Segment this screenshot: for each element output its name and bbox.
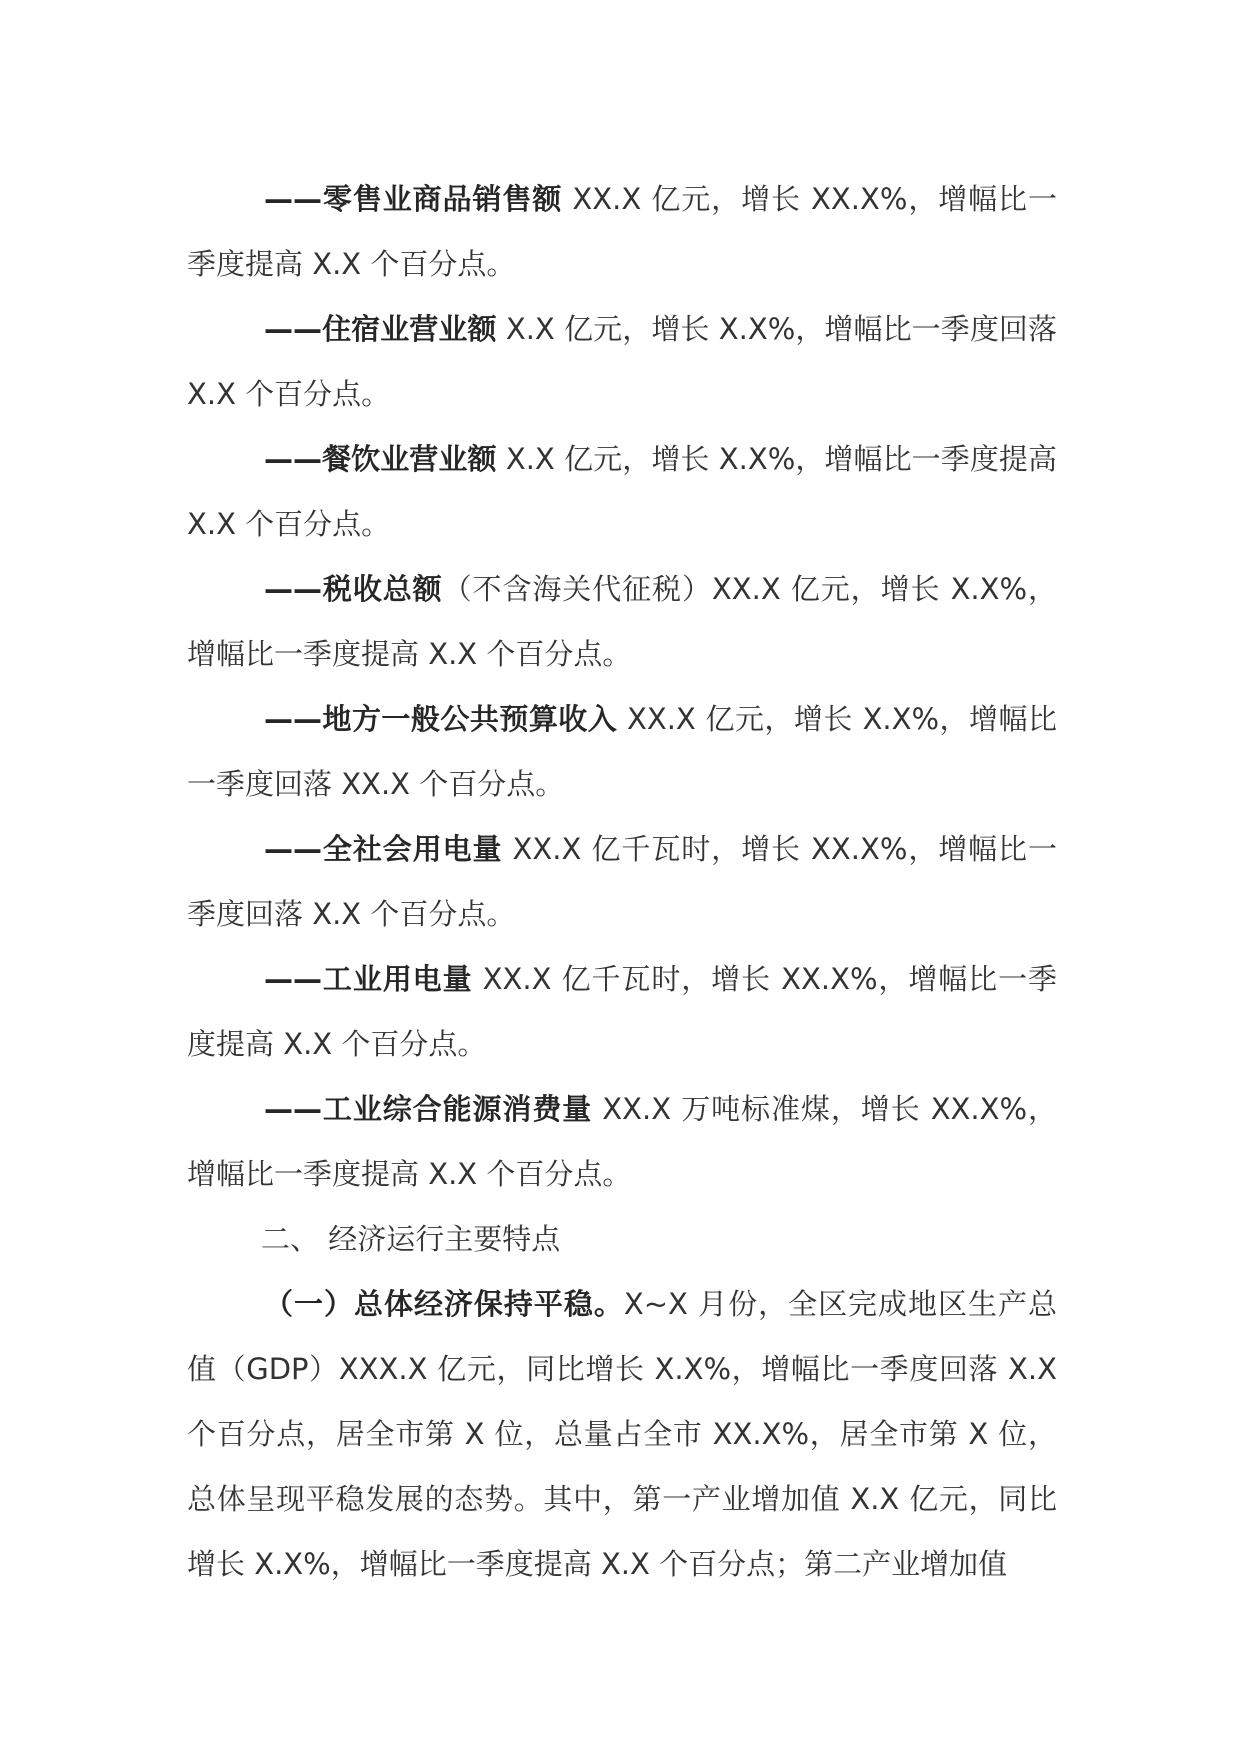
section-paragraph [187, 1272, 1057, 1597]
indicator-lead: ——地方一般公共预算收入 [264, 702, 618, 736]
indicator-total-electricity [187, 817, 1057, 947]
indicator-lead: ——住宿业营业额 [264, 312, 497, 346]
indicator-text: XX.X 亿千瓦时，增长 XX.X%，增幅比一季度回落 X.X 个百分点。 [187, 832, 1057, 931]
section-paragraph-lead: （一）总体经济保持平稳。 [264, 1287, 624, 1321]
indicator-industrial-electricity [187, 947, 1057, 1077]
indicator-lead: ——餐饮业营业额 [264, 442, 497, 476]
indicator-total-tax [187, 557, 1057, 687]
indicator-text: （不含海关代征税）XX.X 亿元，增长 X.X%，增幅比一季度提高 X.X 个百分点。 [187, 572, 1057, 671]
indicator-accommodation-revenue [187, 297, 1057, 427]
indicator-lead: ——全社会用电量 [264, 832, 503, 866]
indicator-text: X.X 亿元，增长 X.X%，增幅比一季度回落 X.X 个百分点。 [187, 312, 1057, 411]
indicator-text: X.X 亿元，增长 X.X%，增幅比一季度提高 X.X 个百分点。 [187, 442, 1057, 541]
indicator-catering-revenue [187, 427, 1057, 557]
indicator-text: XX.X 亿千瓦时，增长 XX.X%，增幅比一季度提高 X.X 个百分点。 [187, 962, 1057, 1061]
indicator-industrial-energy [187, 1077, 1057, 1207]
indicator-lead: ——工业综合能源消费量 [264, 1092, 593, 1126]
indicator-text: XX.X 万吨标准煤，增长 XX.X%，增幅比一季度提高 X.X 个百分点。 [187, 1092, 1057, 1191]
indicator-lead: ——工业用电量 [264, 962, 473, 996]
indicator-text: XX.X 亿元，增长 XX.X%，增幅比一季度提高 X.X 个百分点。 [187, 182, 1057, 281]
section-paragraph-text: X~X 月份，全区完成地区生产总值（GDP）XXX.X 亿元，同比增长 X.X%，增幅比一季度回落 X.X 个百分点，居全市第 X 位，总量占全市 XX.X%，居全市第 X 位，总体呈现平稳发展的态势。其中，第一产业增加值 X.X 亿元，同比增长 X.X%，增幅比一季度提高 X.X 个百分点；第二产业增加值 [187, 1287, 1057, 1581]
document-body [187, 167, 1057, 1597]
section-heading: 二、 经济运行主要特点 [261, 1222, 561, 1256]
indicator-lead: ——税收总额 [264, 572, 443, 606]
indicator-retail-sales [187, 167, 1057, 297]
indicator-lead: ——零售业商品销售额 [264, 182, 563, 216]
indicator-text: XX.X 亿元，增长 X.X%，增幅比一季度回落 XX.X 个百分点。 [187, 702, 1057, 801]
indicator-public-budget-revenue [187, 687, 1057, 817]
